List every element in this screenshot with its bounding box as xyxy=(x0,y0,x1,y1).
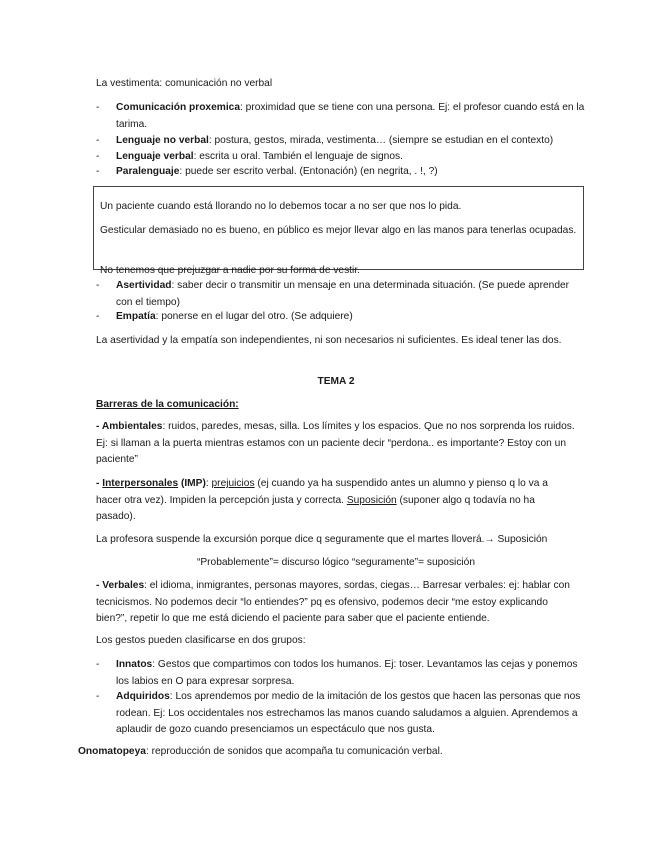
paragraph-ambientales: - Ambientales: ruidos, paredes, mesas, silla. Los límites y los espacios. Que no nos sorprenda los ruidos. Ej: si llaman a la puerta mientras estamos con un paciente decir “perdona.. es importante? Estoy con un paciente” xyxy=(96,421,575,465)
term: Innatos xyxy=(116,659,153,670)
list-item-empatia: - Empatía: ponerse en el lugar del otro. (Se adquiere) xyxy=(96,311,353,322)
box-note: No tenemos que prejuzgar a nadie por su forma de vestir. xyxy=(100,265,360,277)
term: Empatía xyxy=(116,311,156,322)
term: Adquiridos xyxy=(116,691,170,702)
paragraph-verbales: - Verbales: el idioma, inmigrantes, personas mayores, sordas, ciegas… Barresar verbales: ej: hablar con tecnicismos. No podemos decir “lo entiendes?” pq es ofensivo, podemos decir “me estoy explicando bien?”, repetir lo que me está diciendo el paciente para saber que el paciente entiende. xyxy=(96,580,570,624)
notes-box xyxy=(93,186,584,277)
list-item-lenguaje-verbal: - Lenguaje verbal: escrita u oral. También el lenguaje de signos. xyxy=(96,151,403,162)
term: Comunicación proxemica xyxy=(116,102,240,113)
list-item-innatos: - Innatos: Gestos que compartimos con todos los humanos. Ej: toser. Levantamos las cejas y ponemos los labios en O para expresar sorpresa. xyxy=(96,659,578,687)
paragraph-asertividad: La asertividad y la empatía son independientes, ni son necesarios ni suficientes. Es ideal tener las dos. xyxy=(96,335,562,346)
heading-vestimenta: La vestimenta: comunicación no verbal xyxy=(96,78,273,89)
term: Asertividad xyxy=(116,280,172,291)
list-item-paralenguaje: - Paralenguaje: puede ser escrito verbal. (Entonación) (en negrita, . !, ?) xyxy=(96,166,438,177)
list-item-asertividad: - Asertividad: saber decir o transmitir un mensaje en una determinada situación. (Se puede aprender con el tiempo) xyxy=(96,280,570,308)
paragraph-profesora: La profesora suspende la excursión porque dice q seguramente que el martes lloverá.→ Suposición xyxy=(96,534,548,545)
term: Lenguaje verbal xyxy=(116,151,194,162)
term: Paralenguaje xyxy=(116,166,180,177)
list-item-lenguaje-no-verbal: - Lenguaje no verbal: postura, gestos, mirada, vestimenta… (siempre se estudian en el contexto) xyxy=(96,135,554,146)
box-note: Un paciente cuando está llorando no lo debemos tocar a no ser que nos lo pida. xyxy=(100,201,462,213)
paragraph-onomatopeya: Onomatopeya: reproducción de sonidos que acompaña tu comunicación verbal. xyxy=(78,746,443,757)
paragraph-gestos: Los gestos pueden clasificarse en dos grupos: xyxy=(96,635,306,646)
paragraph-probablemente: “Probablemente”= discurso lógico “seguramente”= suposición xyxy=(196,557,476,568)
list-item-proxemica: - Comunicación proxemica: proximidad que se tiene con una persona. Ej: el profesor cuando está en la tarima. xyxy=(96,102,585,130)
term: Lenguaje no verbal xyxy=(116,135,209,146)
section-title: TEMA 2 xyxy=(317,376,355,387)
list-item-adquiridos: - Adquiridos: Los aprendemos por medio de la imitación de los gestos que hacen las personas que nos rodean. Ej: Los occidentales nos estrechamos las manos cuando saludamos a alguien. Aprendemos a aplaudir de gozo cuando presenciamos un espectáculo que nos gusta. xyxy=(96,691,581,735)
barreras-heading: Barreras de la comunicación: xyxy=(96,399,239,410)
box-note: Gesticular demasiado no es bueno, en público es mejor llevar algo en las manos para tenerlas ocupadas. xyxy=(100,225,577,237)
paragraph-interpersonales: - Interpersonales (IMP): prejuicios (ej cuando ya ha suspendido antes un alumno y pienso q lo va a hacer otra vez). Impiden la percepción justa y correcta. Suposición (suponer algo q todavía no ha pasado). xyxy=(96,478,548,522)
